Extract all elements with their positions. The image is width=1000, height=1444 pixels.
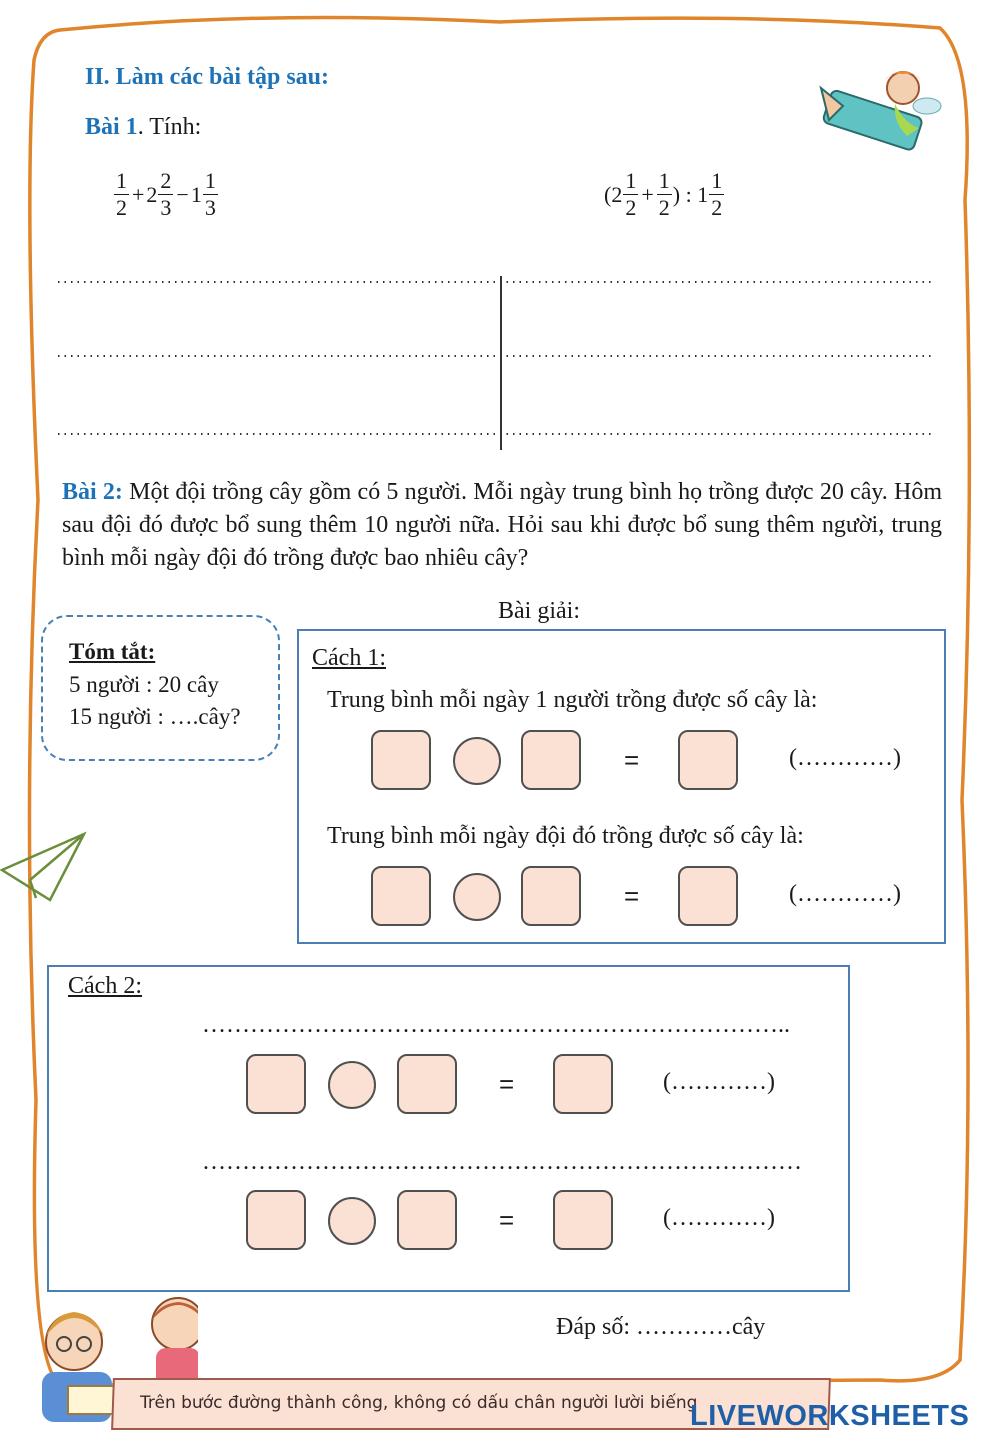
- operator-circle[interactable]: [453, 873, 501, 921]
- paper-plane-icon: [0, 830, 90, 905]
- exercise-1-title: [85, 114, 201, 141]
- unit-blank[interactable]: (…………): [663, 1069, 775, 1095]
- result-box[interactable]: [678, 866, 738, 926]
- final-answer[interactable]: Đáp số: …………cây: [556, 1314, 766, 1340]
- exercise-1-label: Bài 1: [85, 114, 138, 140]
- expression-2: (2 $\frac{1}{2}$ + $\frac{1}{2}$ ) : 1 $\frac{1}{2}$: [604, 168, 723, 220]
- fraction: $\frac{2}{3}$: [160, 168, 172, 220]
- unit-blank[interactable]: (…………): [663, 1205, 775, 1231]
- operator-circle[interactable]: [328, 1197, 376, 1245]
- operand-box[interactable]: [246, 1190, 306, 1250]
- method-2-answer-line-1[interactable]: ………………………………………………………………..: [202, 1012, 790, 1038]
- fraction: $\frac{1}{3}$: [204, 168, 216, 220]
- exercise-2-text: Một đội trồng cây gồm có 5 người. Mỗi ngày trung bình họ trồng được 20 cây. Hôm sau đội đó được bổ sung thêm 10 người nữa. Hỏi sau khi được bổ sung thêm người, trung bình mỗi ngày đội đó trồng được bao nhiêu cây?: [62, 479, 943, 571]
- equals-sign: =: [624, 881, 640, 911]
- equals-sign: =: [499, 1205, 515, 1235]
- summary-line-1: 5 người : 20 cây: [69, 672, 219, 697]
- exercise-2-problem: [62, 476, 942, 575]
- exercise-1-instruction: . Tính:: [137, 114, 202, 140]
- method-1-step-1-text: Trung bình mỗi ngày 1 người trồng được số cây là:: [327, 687, 818, 713]
- operand-box[interactable]: [397, 1054, 457, 1114]
- operand-box[interactable]: [521, 866, 581, 926]
- equals-sign: =: [499, 1069, 515, 1099]
- solution-heading: Bài giải:: [498, 598, 580, 624]
- operand-box[interactable]: [371, 866, 431, 926]
- fraction: $\frac{1}{2}$: [625, 168, 637, 220]
- column-divider: [500, 276, 502, 450]
- unit-blank[interactable]: (…………): [789, 881, 901, 907]
- operator-circle[interactable]: [328, 1061, 376, 1109]
- exercise-2-label: Bài 2:: [62, 479, 123, 505]
- summary-line-2: 15 người : ….cây?: [69, 704, 241, 729]
- equals-sign: =: [624, 745, 640, 775]
- motto-text: Trên bước đường thành công, không có dấu chân người lười biếng: [140, 1393, 698, 1413]
- method-1-title: Cách 1:: [312, 645, 386, 671]
- operand-box[interactable]: [246, 1054, 306, 1114]
- operand-box[interactable]: [397, 1190, 457, 1250]
- operand-box[interactable]: [371, 730, 431, 790]
- method-1-step-2-text: Trung bình mỗi ngày đội đó trồng được số cây là:: [327, 823, 804, 849]
- result-box[interactable]: [553, 1190, 613, 1250]
- operand-box[interactable]: [521, 730, 581, 790]
- fairy-pencil-illustration: [815, 66, 950, 166]
- method-2-title: Cách 2:: [68, 973, 142, 999]
- expression-1: $\frac{1}{2}$ + 2 $\frac{2}{3}$ − 1 $\frac{1}{3}$: [116, 168, 216, 220]
- exercise-1-answer-lines[interactable]: [58, 270, 938, 450]
- unit-blank[interactable]: (…………): [789, 745, 901, 771]
- result-box[interactable]: [553, 1054, 613, 1114]
- section-heading: II. Làm các bài tập sau:: [85, 64, 330, 90]
- liveworksheets-logo: LIVEWORKSHEETS: [690, 1400, 970, 1432]
- fraction: $\frac{1}{2}$: [711, 168, 723, 220]
- summary-box: [41, 615, 280, 761]
- fraction: $\frac{1}{2}$: [658, 168, 670, 220]
- method-2-answer-line-2[interactable]: …………………………………………………………………: [202, 1149, 802, 1175]
- result-box[interactable]: [678, 730, 738, 790]
- fraction: $\frac{1}{2}$: [116, 168, 127, 220]
- operator-circle[interactable]: [453, 737, 501, 785]
- summary-title: Tóm tắt:: [69, 639, 156, 664]
